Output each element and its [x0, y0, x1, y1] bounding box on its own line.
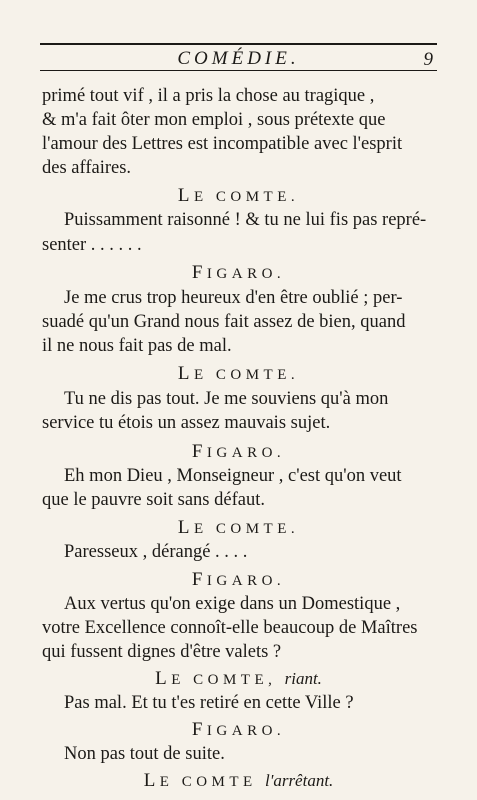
text-line: Paresseux , dérangé . . . .: [64, 542, 248, 562]
speaker-heading: FIGARO.: [191, 262, 286, 283]
text-line: Je me crus trop heureux d'en être oublié ; per-: [64, 288, 403, 308]
text-line: des affaires.: [42, 158, 132, 178]
text-line: Puissamment raisonné ! & tu ne lui fis pas repré-: [64, 210, 427, 230]
stage-direction: l'arrêtant.: [264, 771, 334, 790]
text-line: Tu ne dis pas tout. Je me souviens qu'à mon: [64, 389, 389, 409]
speaker-heading: LE COMTE.: [177, 185, 300, 206]
text-line: senter . . . . . .: [42, 235, 142, 255]
header-top-rule: [40, 43, 437, 45]
speaker-heading: LE COMTE, riant.: [155, 668, 322, 689]
text-line: suadé qu'un Grand nous fait assez de bien, quand: [42, 312, 406, 332]
running-title: COMÉDIE.: [177, 48, 300, 69]
stage-direction: riant.: [284, 669, 322, 688]
speaker-heading: FIGARO.: [191, 569, 286, 590]
speaker-heading: LE COMTE l'arrêtant.: [143, 770, 334, 791]
text-line: primé tout vif , il a pris la chose au tragique ,: [42, 86, 375, 106]
text-line: Non pas tout de suite.: [64, 744, 225, 764]
speaker-heading: LE COMTE.: [177, 363, 300, 384]
text-line: que le pauvre soit sans défaut.: [42, 490, 265, 510]
text-line: Eh mon Dieu , Monseigneur , c'est qu'on veut: [64, 466, 402, 486]
speaker-heading: FIGARO.: [191, 719, 286, 740]
text-line: service tu étois un assez mauvais sujet.: [42, 413, 331, 433]
text-line: Pas mal. Et tu t'es retiré en cette Ville ?: [64, 693, 354, 713]
text-line: l'amour des Lettres est incompatible avec l'esprit: [42, 134, 403, 154]
speaker-heading: FIGARO.: [191, 441, 286, 462]
text-line: qui fussent dignes d'être valets ?: [42, 642, 282, 662]
text-line: votre Excellence connoît-elle beaucoup de Maîtres: [42, 618, 418, 638]
header-bottom-rule: [40, 70, 437, 71]
page-number: 9: [423, 49, 433, 70]
text-line: il ne nous fait pas de mal.: [42, 336, 232, 356]
text-line: Aux vertus qu'on exige dans un Domestique ,: [64, 594, 401, 614]
speaker-heading: LE COMTE.: [177, 517, 300, 538]
text-line: & m'a fait ôter mon emploi , sous prétexte que: [42, 110, 386, 130]
